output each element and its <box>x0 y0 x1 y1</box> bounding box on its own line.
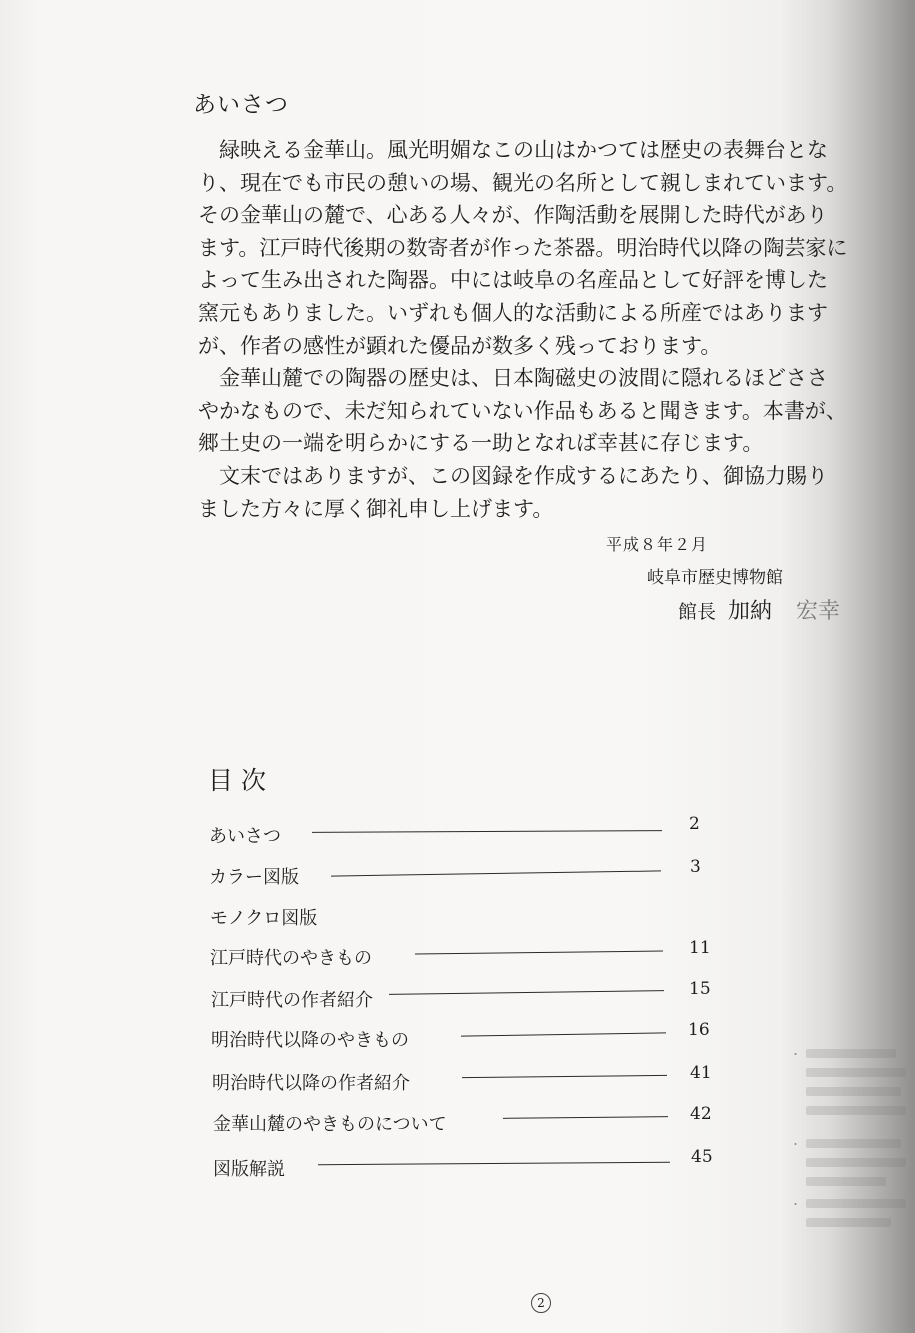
faded-text-line <box>806 1199 906 1208</box>
greeting-date: 平成８年２月 <box>606 535 709 554</box>
leader-line <box>503 1116 668 1119</box>
bullet-mark: ・ <box>790 1048 801 1061</box>
toc-entry-page: 16 <box>688 1020 710 1040</box>
toc-entry-page: 3 <box>690 857 701 877</box>
bullet-mark: ・ <box>790 1198 801 1211</box>
toc-entry-label: 図版解説 <box>213 1159 285 1180</box>
toc-entry-label: あいさつ <box>209 826 281 847</box>
toc-entry-label: カラー図版 <box>209 867 299 888</box>
leader-line <box>318 1162 670 1165</box>
toc-entry-page: 2 <box>689 814 700 834</box>
toc-entry-label: 江戸時代のやきもの <box>210 948 372 969</box>
director-title: 館長 <box>678 601 717 623</box>
toc-heading: 目次 <box>208 766 275 795</box>
toc-entry-page: 11 <box>689 938 711 958</box>
toc-entry-label: 明治時代以降の作者紹介 <box>212 1073 410 1094</box>
toc-entry-label: 江戸時代の作者紹介 <box>211 990 373 1011</box>
toc-entry-page: 42 <box>690 1104 712 1124</box>
organization-name: 岐阜市歴史博物館 <box>647 568 783 588</box>
bleed-through-notes <box>790 1046 915 1226</box>
faded-text-line <box>806 1158 906 1167</box>
toc-entry-page: 15 <box>689 979 711 999</box>
faded-text-line <box>806 1087 901 1096</box>
leader-line <box>331 870 661 876</box>
toc-entry-label: 明治時代以降のやきもの <box>211 1030 409 1051</box>
toc-entry-label: 金華山麓のやきものについて <box>213 1114 447 1135</box>
faded-text-line <box>806 1139 901 1148</box>
toc-entry-page: 41 <box>690 1063 712 1083</box>
greeting-paragraph: 金華山麓での陶器の歴史は、日本陶磁史の波間に隠れるほどささやかなもので、未だ知られていない作品もあると聞きます。本書が、郷土史の一端を明らかにする一助となれば幸甚に存じます。 <box>198 366 847 456</box>
page-number: 2 <box>531 1293 551 1313</box>
greeting-heading: あいさつ <box>193 92 289 118</box>
leader-line <box>389 990 664 995</box>
director-signature <box>678 594 840 625</box>
faded-text-line <box>806 1106 906 1115</box>
leader-line <box>415 950 663 954</box>
leader-line <box>312 830 662 833</box>
bullet-mark: ・ <box>790 1138 801 1151</box>
greeting-body <box>198 134 848 525</box>
director-given-name: 宏幸 <box>796 599 841 624</box>
faded-text-line <box>806 1218 891 1227</box>
greeting-paragraph: 緑映える金華山。風光明媚なこの山はかつては歴史の表舞台となり、現在でも市民の憩いの場、観光の名所として親しまれています。その金華山の麓で、心ある人々が、作陶活動を展開した時代があります。江戸時代後期の数寄者が作った茶器。明治時代以降の陶芸家によって生み出された陶器。中には岐阜の名産品として好評を博した窯元もありました。いずれも個人的な活動による所産ではありますが、作者の感性が顕れた優品が数多く残っております。 <box>198 138 848 358</box>
toc-entry-label: モノクロ図版 <box>210 908 318 929</box>
faded-text-line <box>806 1177 886 1186</box>
leader-line <box>462 1075 667 1078</box>
leader-line <box>461 1032 666 1036</box>
greeting-paragraph: 文末ではありますが、この図録を作成するにあたり、御協力賜りました方々に厚く御礼申し上げます。 <box>198 463 828 521</box>
faded-text-line <box>806 1068 906 1077</box>
director-surname: 加納 <box>728 599 773 624</box>
toc-entry-page: 45 <box>691 1147 713 1167</box>
faded-text-line <box>806 1049 896 1058</box>
